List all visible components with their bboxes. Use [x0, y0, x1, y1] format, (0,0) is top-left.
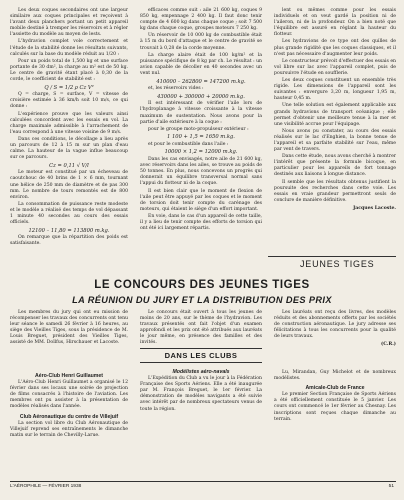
- concours-column-1: [10, 310, 128, 348]
- author-signature: Jacques Lacoste.: [353, 205, 396, 211]
- paragraph: Nous avons pu constater, au cours des essais réalisés sur le lac d'Enghien, la bonne tenue de l'appareil et sa parfaite stabilité sur l'eau, même par vent de travers.: [274, 128, 396, 153]
- paragraph: efficaces comme suit : aile 21 600 kg, coques 9 850 kg, empennage 2 400 kg. Il faut donc tenir compte de 4 600 kg dans chaque coque ; soit 7 500 kg dans chaque coque, groupes moteurs 7 250 kg.: [140, 8, 262, 32]
- paragraph: et, les réservoirs vides :: [148, 86, 204, 92]
- paragraph: La section vol libre du Club Aéronautique de Villejuif reprend ses entraînements le dimanche matin sur le terrain de Chevilly-Larue.: [10, 420, 128, 438]
- paragraph: Les lauréats ont reçu des livres, des modèles réduits et des abonnements offerts par les sociétés de construction aéronautique. Le jury adresse ses félicitations à tous les concurrents pour la qualité de leurs travaux.: [274, 310, 396, 340]
- formula: Q / S = 1/2 ρ Cz V²: [44, 84, 94, 91]
- paragraph: et pour le combustible dans l'aile :: [148, 141, 229, 147]
- paragraph: Il est intéressant de vérifier l'aile lors de l'hydroplanage à vitesse croissante à la vitesse maximum de sustentation. Nous avons pour la partie d'aile extérieure à la coque :: [140, 101, 262, 125]
- paragraph: Une telle solution est également applicable aux grands hydravions de transport océanique ; elle permet d'obtenir une meilleure tenue à la mer et une visibilité accrue pour l'équipage.: [274, 103, 396, 127]
- divider: [268, 256, 396, 257]
- footer-rule: [10, 481, 396, 482]
- formula: 410000 – 262800 = 147200 m.kg.: [156, 78, 246, 85]
- paragraph: pour le groupe moto-propulseur extérieur :: [148, 126, 249, 132]
- clubs-column-3: [274, 370, 396, 424]
- paragraph: En voie, dans le cas d'un appareil de cette taille, il y a lieu de tenir compte des efforts de torsion qui ont été ici largement répartis.: [140, 213, 262, 232]
- footer-publication: L'AÉROPHILE — FÉVRIER 1938: [10, 484, 82, 489]
- formula: Cz = 0,11 √ V/l: [49, 162, 89, 169]
- paragraph: Pour un poids total de 1,500 kg et une surface portante de 30 dm², la charge au m² est de 50 kg. Le centre de gravité étant placé à 0,30 de la corde, le coefficient de stabilité est :: [10, 58, 128, 83]
- paragraph: Il semble que les résultats obtenus justifient la poursuite des recherches dans cette voie. Les essais en vraie grandeur permettront seuls de conclure de manière définitive.: [274, 179, 396, 203]
- paragraph: Lu, Mirandan, Guy Michelot et de nombreux modélistes.: [274, 370, 396, 382]
- headline: LE CONCOURS DES JEUNES TIGES: [94, 279, 310, 291]
- top-article-column-2: [140, 8, 262, 233]
- divider: [140, 348, 262, 349]
- paragraph: Il est bien clair que le moment de flexion de l'aile peut être appuyé par les coques et le moment de torsion doit tenir compte du carénage des moteurs, qui étaient le siège d'un effort important.: [140, 188, 262, 212]
- paragraph: Un réservoir de 10 000 kg de combustible était à 15 m du bord d'attaque et le centre de gravité se trouvait à 0,28 de la corde moyenne.: [140, 33, 262, 51]
- paragraph: Le concours était ouvert à tous les jeunes de moins de 20 ans, sur le thème de l'hydravion. Les travaux présentés ont fait l'objet d'un examen approfondi et les prix ont été attribués aux lauréats le jour même, en présence des familles et des invités.: [140, 310, 262, 346]
- paragraph: Les membres du jury qui ont eu mission de récompenser les travaux des concurrents ont tenu leur séance le samedi 26 février à 16 heures, au siège des Vieilles Tiges, sous la présidence de M. Louis Breguet, président des Vieilles Tiges, assisté de MM. Dollfus, Hirschauer et Lacoste.: [10, 310, 128, 346]
- formula: 12100 – 11,80 = 113800 m.kg.: [28, 227, 110, 234]
- paragraph: Les hydravions de ce type ont des quilles de plus grande rigidité que les coques classiques, et il n'est pas nécessaire d'augmenter leur poids.: [274, 39, 396, 57]
- paragraph: Le premier Section Française de Sports Aériens a été officiellement constituée le 5 janvier. Les cours ont commencé le 1er février au Chesnay. Les inscriptions sont reçues chaque dimanche au terrain.: [274, 392, 396, 422]
- concours-column-3: [274, 310, 396, 349]
- top-article-column-3: [274, 8, 396, 212]
- paragraph: Le constructeur prévoit d'effectuer des essais en vol libre sur lac avec l'appareil complet, puis de poursuivre l'étude en soufflerie.: [274, 58, 396, 76]
- divider: [140, 362, 262, 363]
- paragraph: La charge alaire était de 100 kg/m² et la puissance spécifique de 8 kg par ch. Le résultat : un avion capable de décoller en 40 secondes avec un vent nul.: [140, 52, 262, 76]
- paragraph: L'expérience prouve que les valeurs ainsi calculées concordent avec les essais en vol. La charge maximale admissible à l'arrachement de l'eau correspond à une vitesse voisine de 9 m/s.: [10, 111, 128, 135]
- concours-column-2: [140, 310, 262, 348]
- top-article-column-1: [10, 8, 128, 248]
- clubs-column-1: [10, 370, 128, 440]
- paragraph: Les deux coques constituent un ensemble très rigide. Les dimensions de l'appareil sont les suivantes : envergure 3,20 m, longueur 1,95 m, hauteur 0,45 m.: [274, 78, 396, 102]
- paragraph: Dans cette étude, nous avons cherché à montrer l'intérêt que présente la formule bicoque, en particulier pour les appareils de fort tonnage destinés aux liaisons à longue distance.: [274, 154, 396, 178]
- paragraph: L'Aéro-Club Henri Guillaumet a organisé le 12 février dans ses locaux une soirée de projection de films consacrés à l'histoire de l'aviation. Les membres ont pu assister à la présentation de modèles réalisés dans l'année.: [10, 380, 128, 410]
- formula: 430000 + 300000 + 20000 m.kg.: [157, 93, 245, 100]
- page-number: 51: [388, 484, 394, 489]
- club-name: Amicale-Club de France: [305, 385, 365, 392]
- clubs-title: DANS LES CLUBS: [164, 351, 238, 360]
- paragraph: Le moteur est constitué par un écheveau de caoutchouc de 40 brins de 1 × 6 mm, tournant une hélice de 250 mm de diamètre et de pas 300 mm. Le nombre de tours remontés est de 800 environ.: [10, 170, 128, 200]
- paragraph: L'Expédition du Club a vu le jour à la Fédération Française des Sports Aériens. Elle a été inaugurée par M. François Breguet, le 1er février. La démonstration de modèles navigants a été suivie avec intérêt par de nombreux spectateurs venus de toute la région.: [140, 376, 262, 412]
- paragraph: Q = charge, S = surface, V = vitesse de croisière estimée à 36 km/h soit 10 m/s, ce qui donne :: [10, 92, 128, 110]
- section-title: JEUNES TIGES: [300, 259, 375, 269]
- club-subtitle: Modélistes aéro-navals: [172, 369, 230, 375]
- subheadline: LA RÉUNION DU JURY ET LA DISTRIBUTION DES PRIX: [72, 295, 332, 305]
- formula: 10000 × 1,2 = 12000 m.kg.: [164, 149, 238, 156]
- clubs-column-2: [140, 366, 262, 414]
- paragraph: lent ou mêmes comme pour les essais individuels et on veut gardé la position ni de l'aileron, ni de la profondeur. On a bien noté que l'équilibre est assuré en réglant la hauteur du flotteur.: [274, 8, 396, 38]
- formula: 1 100 + 1,5 = 1650 m.kg.: [167, 134, 235, 141]
- club-name: Club Aéronautique du centre de Villejuif: [19, 413, 119, 420]
- paragraph: L'hydravion complet vole correctement et l'étude de la stabilité donne les résultats suivants, calculés sur la base du modèle réduit au 1/20 :: [10, 39, 128, 57]
- paragraph: On remarque que la répartition des poids est satisfaisante.: [10, 235, 128, 247]
- paragraph: La consommation de puissance reste modeste et le modèle a réalisé des temps de vol dépassant 1 minute 40 secondes au cours des essais officiels.: [10, 201, 128, 226]
- paragraph: Dans les cas envisagés, notre aile de 21 600 kg, avec réservoirs dans les ailes, se trouve au poids de 50 tonnes. En plus, nous concevons un progrès qui donnerait un équilibre transversal normal sans l'appui du flotteur ni de la coque.: [140, 157, 262, 187]
- paragraph: Les deux coques secondaires ont une largeur similaire aux coques principales et reçoivent à l'avant deux planchers portant un petit appareil mobile destiné à tremper les réservoirs et à régler l'assiette du modèle au moyen de lests.: [10, 8, 128, 38]
- paragraph: Dans ces conditions, le décollage a lieu après un parcours de 12 à 15 m sur un plan d'eau calme. La hauteur de la vague influe beaucoup sur ce parcours.: [10, 136, 128, 161]
- article-signature: (C.R.): [381, 342, 396, 348]
- club-name: Aéro-Club Henri Guillaumet: [34, 373, 104, 379]
